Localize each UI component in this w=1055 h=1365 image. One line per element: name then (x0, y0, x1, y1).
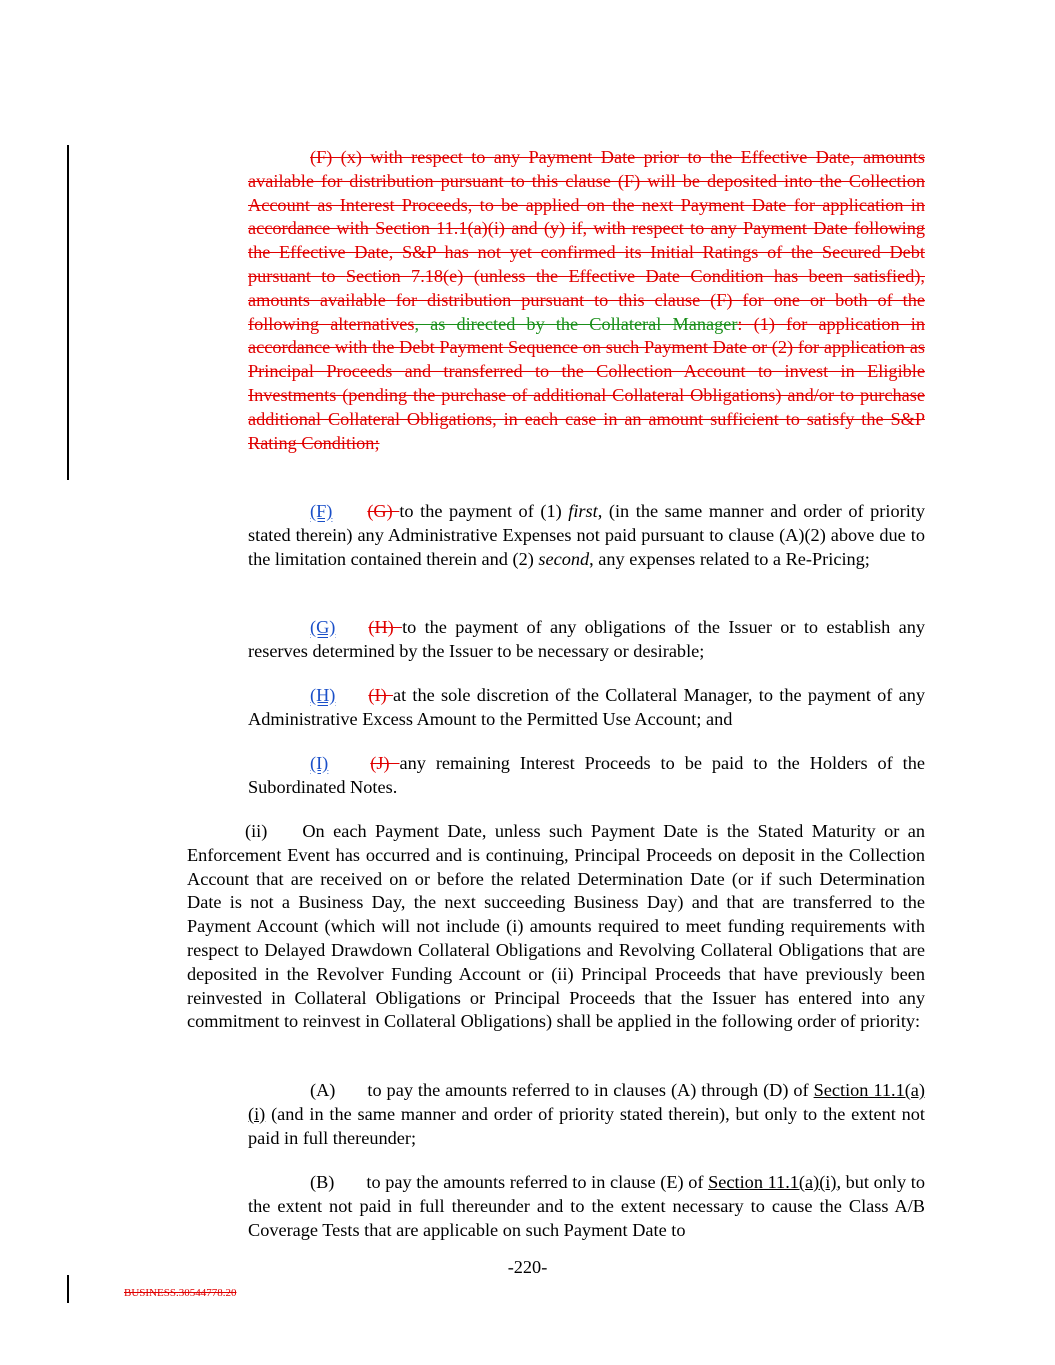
deleted-text: and (y) if, with respect to any Payment Date following the Effective Date, S&P has not yet confirmed its Initial Ratings of the Secured Debt pursuant to (248, 218, 926, 286)
deleted-text: (F) (x) with respect to any Payment Date prior to the Effective Date, amounts available for distribution pursuant to this clause (F) will be deposited into the Collection Account as Interest Proceeds, to be applied on the next Payment Date for application in accordance with (248, 147, 925, 239)
clause-text: at the sole discretion of the Collateral Manager, to the payment of any Administrative Excess Amount to the Permitted Use Account; and (248, 685, 926, 729)
deleted-text: (unless the Effective Date Condition has been satisfied), amounts available for distribution pursuant to this clause (F) for one or both of the following alternatives (248, 265, 925, 334)
clause-text: any remaining Interest Proceeds to be paid to the Holders of the Subordinated Notes. (248, 753, 925, 797)
deleted-clause-f (248, 146, 925, 455)
change-bar (67, 1275, 69, 1303)
emphasis-second: second (538, 548, 590, 569)
subclause-label: (A) (310, 1080, 336, 1100)
deleted-label: (G) (367, 501, 400, 521)
subclause-b (248, 1171, 925, 1242)
clause-text: to the payment of (1) (399, 501, 569, 521)
paragraph-ii (187, 820, 925, 1034)
subclause-text: , but only to the extent not paid in full thereunder and to the extent necessary to cause the Class A/B Coverage Tests that are applicable on such Payment Date to (248, 1172, 925, 1240)
deleted-label: (H) (368, 617, 403, 637)
subclause-text: to pay the amounts referred to in clauses (A) through (D) of (367, 1080, 814, 1100)
inserted-label: (F) (310, 501, 333, 521)
inserted-label: (H) (310, 685, 336, 705)
clause-i (248, 752, 925, 800)
inserted-label: (G) (310, 617, 336, 637)
subclause-text: (and in the same manner and order of priority stated therein), but only to the extent not paid in full thereunder; (248, 1103, 925, 1148)
paragraph-label: (ii) (245, 821, 268, 841)
change-bar (67, 145, 69, 480)
clause-text: , (in the same manner and order of priority stated therein) any Administrative Expenses not paid pursuant to clause (A)(2) above due to the limitation contained therein and (2) (248, 501, 925, 569)
subclause-text: to pay the amounts referred to in clause (E) of (366, 1172, 709, 1192)
section-ref: Section 11.1(a)(i) (248, 1080, 925, 1124)
paragraph-text: On each Payment Date, unless such Payment Date is the Stated Maturity or an Enforcement Event has occurred and is continuing, Principal Proceeds on deposit in the Collection Account that are received on or before the related Determination Date (or if such Determination Date is not a Business Day, the next succeeding Business Day) and that are transferred to the Payment Account (which will not include (i) amounts required to meet funding requirements with respect to Delayed Drawdown Collateral Obligations and Revolving Collateral Obligations that are deposited in the Revolver Funding Account or (ii) Principal Proceeds that have previously been reinvested in Collateral Obligations or Principal Proceeds that the Issuer has entered into any commitment to reinvest in Collateral Obligations) shall be applied in the following order of priority: (187, 821, 925, 1032)
deleted-text: : (1) for application in accordance with the Debt Payment Sequence on such Payment Date or (2) for application as Principal Proceeds and transferred to the Collection Account to invest in Eligible Investments (pending the purchase of additional Collateral Obligations) and/or to purchase additional Collateral Obligations, in each case in an amount sufficient to satisfy the S&P Rating Condition; (248, 313, 925, 453)
clause-h (248, 684, 925, 732)
clause-text: to the payment of any obligations of the Issuer or to establish any reserves determined by the Issuer to be necessary or desirable; (248, 617, 925, 661)
inserted-label: (I) (310, 753, 329, 773)
page-number: -220- (507, 1257, 548, 1277)
section-ref: Section 11.1(a)(i) (708, 1172, 837, 1192)
clause-text: , any expenses related to a Re-Pricing; (589, 548, 870, 569)
footer-doc-id: BUSINESS.30544778.20 (124, 1287, 237, 1299)
deleted-section-ref: Section 11.1(a)(i) (375, 218, 506, 239)
subclause-label: (B) (310, 1172, 335, 1192)
deleted-label: (I) (368, 685, 393, 705)
subclause-a (248, 1079, 925, 1150)
deleted-section-ref: Section 7.18(e) (345, 265, 464, 286)
clause-f (248, 500, 925, 571)
deleted-moved-text: , as directed by the Collateral Manager (414, 313, 738, 334)
emphasis-first: first (568, 501, 598, 521)
clause-g (248, 616, 925, 664)
deleted-label: (J) (370, 753, 400, 773)
